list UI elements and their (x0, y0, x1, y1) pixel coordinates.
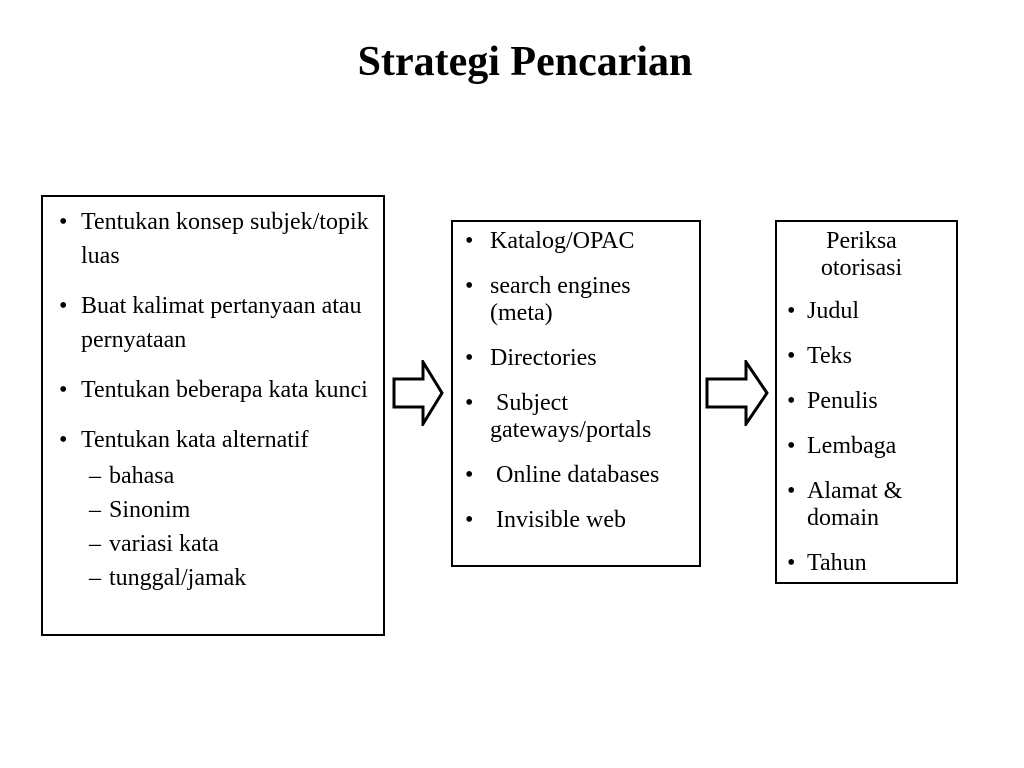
search-tools-list (465, 228, 693, 534)
bullet-icon: • (787, 433, 796, 459)
dash-icon: – (89, 565, 101, 591)
list-item-text: Tentukan konsep subjek/topik luas (81, 209, 369, 269)
list-item-text: Judul (807, 298, 860, 324)
bullet-icon: • (465, 390, 474, 416)
concept-box (41, 195, 385, 636)
list-item-text: Buat kalimat pertanyaan atau pernyataan (81, 293, 362, 353)
list-item (59, 205, 373, 273)
list-item-text: Tentukan kata alternatif (81, 427, 309, 453)
search-tools-box (451, 220, 701, 567)
bullet-icon: • (59, 209, 68, 235)
list-item-text: Subject gateways/portals (490, 390, 652, 443)
sub-list-item-text: tunggal/jamak (109, 565, 247, 591)
bullet-icon: • (59, 427, 68, 453)
list-item (465, 507, 693, 534)
list-item-text: Penulis (807, 388, 878, 414)
list-item-text: Katalog/OPAC (490, 228, 635, 254)
bullet-icon: • (787, 343, 796, 369)
dash-icon: – (89, 497, 101, 523)
page-title: Strategi Pencarian (357, 39, 693, 85)
concept-list (59, 205, 373, 595)
sub-list-item (89, 493, 373, 527)
list-item-text: Online databases (490, 462, 660, 488)
list-item (465, 390, 693, 444)
sub-list-item (89, 527, 373, 561)
bullet-icon: • (59, 293, 68, 319)
bullet-icon: • (787, 478, 796, 504)
sub-list-item (89, 459, 373, 493)
bullet-icon: • (787, 298, 796, 324)
list-item (59, 289, 373, 357)
list-item-text: Teks (807, 343, 852, 369)
list-item (787, 298, 950, 325)
list-item-text: Invisible web (490, 507, 626, 533)
alternative-word-list (89, 459, 373, 595)
bullet-icon: • (465, 345, 474, 371)
sub-list-item-text: variasi kata (109, 531, 219, 557)
bullet-icon: • (787, 550, 796, 576)
right-arrow-icon (392, 360, 444, 426)
bullet-icon: • (59, 377, 68, 403)
dash-icon: – (89, 531, 101, 557)
list-item-text: Alamat & domain (807, 478, 903, 531)
list-item (787, 550, 950, 577)
evaluation-box (775, 220, 958, 584)
list-item-text: Lembaga (807, 433, 897, 459)
list-item (465, 273, 693, 327)
list-item-text: Tentukan beberapa kata kunci (81, 377, 368, 403)
list-item (787, 343, 950, 370)
sub-list-item-text: Sinonim (109, 497, 191, 523)
bullet-icon: • (465, 462, 474, 488)
list-item (787, 433, 950, 460)
sub-list-item-text: bahasa (109, 463, 175, 489)
list-item-text: Directories (490, 345, 597, 371)
sub-list-item (89, 561, 373, 595)
list-item (59, 373, 373, 407)
list-item-text: Tahun (807, 550, 867, 576)
dash-icon: – (89, 463, 101, 489)
bullet-icon: • (465, 507, 474, 533)
evaluation-list (787, 298, 950, 577)
evaluation-heading: Periksa otorisasi (820, 228, 903, 281)
list-item (465, 462, 693, 489)
list-item (787, 388, 950, 415)
right-arrow-icon (705, 360, 769, 426)
bullet-icon: • (465, 228, 474, 254)
list-item (465, 345, 693, 372)
list-item (787, 478, 950, 532)
bullet-icon: • (465, 273, 474, 299)
list-item (59, 423, 373, 595)
list-item-text: search engines (meta) (490, 273, 631, 326)
bullet-icon: • (787, 388, 796, 414)
list-item (465, 228, 693, 255)
